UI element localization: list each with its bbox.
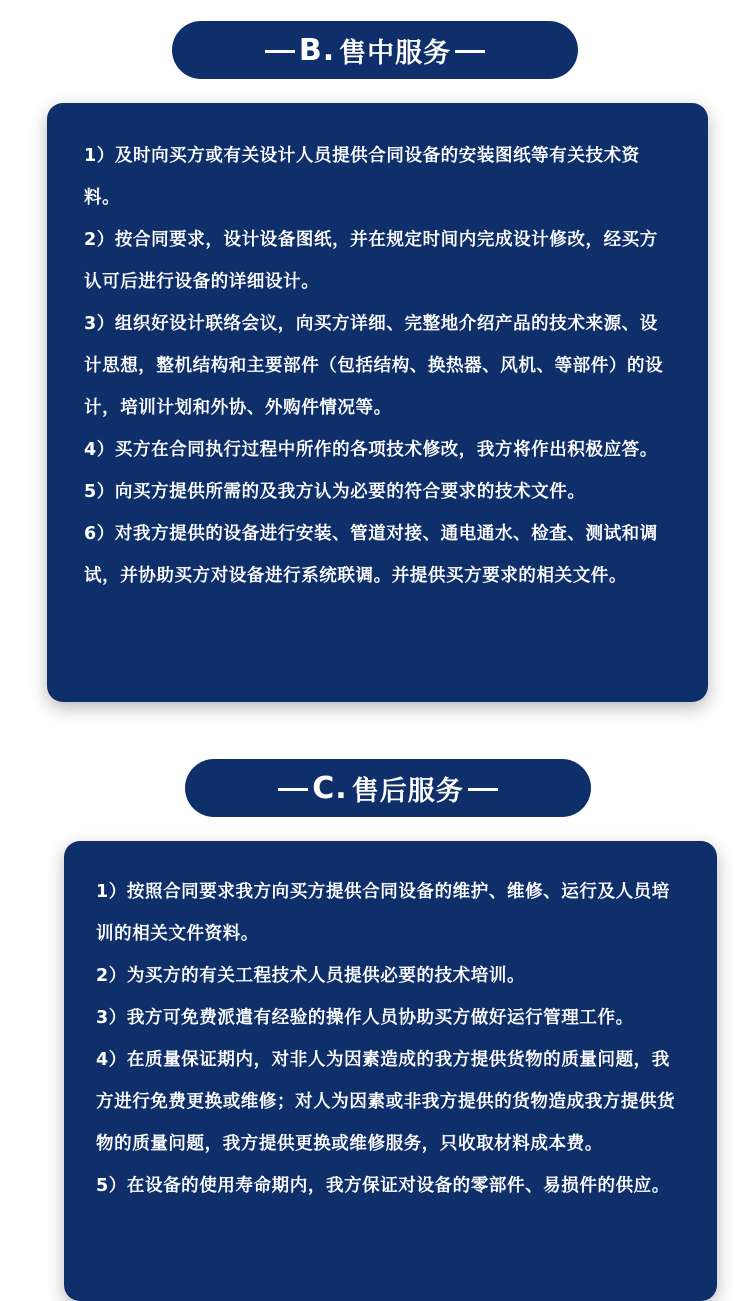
right-dash-decoration bbox=[468, 788, 498, 791]
left-dash-decoration bbox=[278, 788, 308, 791]
list-item: 2）为买方的有关工程技术人员提供必要的技术培训。 bbox=[96, 966, 526, 986]
list-item: 5）向买方提供所需的及我方认为必要的符合要求的技术文件。 bbox=[84, 482, 586, 502]
list-item: 4）买方在合同执行过程中所作的各项技术修改，我方将作出积极应答。 bbox=[84, 440, 658, 460]
list-item: 6）对我方提供的设备进行安装、管道对接、通电通水、检查、测试和调试，并协助买方对设备进行系统联调。并提供买方要求的相关文件。 bbox=[84, 524, 658, 586]
list-item: 2）按合同要求，设计设备图纸，并在规定时间内完成设计修改，经买方认可后进行设备的详细设计。 bbox=[84, 230, 658, 292]
list-item: 3）我方可免费派遣有经验的操作人员协助买方做好运行管理工作。 bbox=[96, 1008, 634, 1028]
section-c-heading bbox=[185, 759, 591, 817]
section-b-card bbox=[47, 103, 708, 702]
list-item: 1）及时向买方或有关设计人员提供合同设备的安装图纸等有关技术资料。 bbox=[84, 146, 640, 208]
list-item: 1）按照合同要求我方向买方提供合同设备的维护、维修、运行及人员培训的相关文件资料。 bbox=[96, 882, 670, 944]
left-dash-decoration bbox=[265, 50, 295, 53]
list-item: 3）组织好设计联络会议，向买方详细、完整地介绍产品的技术来源、设计思想，整机结构和主要部件（包括结构、换热器、风机、等部件）的设计，培训计划和外协、外购件情况等。 bbox=[84, 314, 664, 418]
section-b-title: 售中服务 bbox=[339, 37, 452, 69]
section-b-heading bbox=[172, 21, 578, 79]
list-item: 5）在设备的使用寿命期内，我方保证对设备的零部件、易损件的供应。 bbox=[96, 1176, 670, 1196]
section-c-card bbox=[64, 841, 717, 1301]
right-dash-decoration bbox=[455, 50, 485, 53]
section-c-title: 售后服务 bbox=[351, 775, 464, 807]
section-c-code: C. bbox=[312, 770, 348, 806]
list-item: 4）在质量保证期内，对非人为因素造成的我方提供货物的质量问题，我方进行免费更换或维修；对人为因素或非我方提供的货物造成我方提供货物的质量问题，我方提供更换或维修服务，只收取材料成本费。 bbox=[96, 1050, 676, 1154]
section-b-code: B. bbox=[298, 32, 336, 68]
